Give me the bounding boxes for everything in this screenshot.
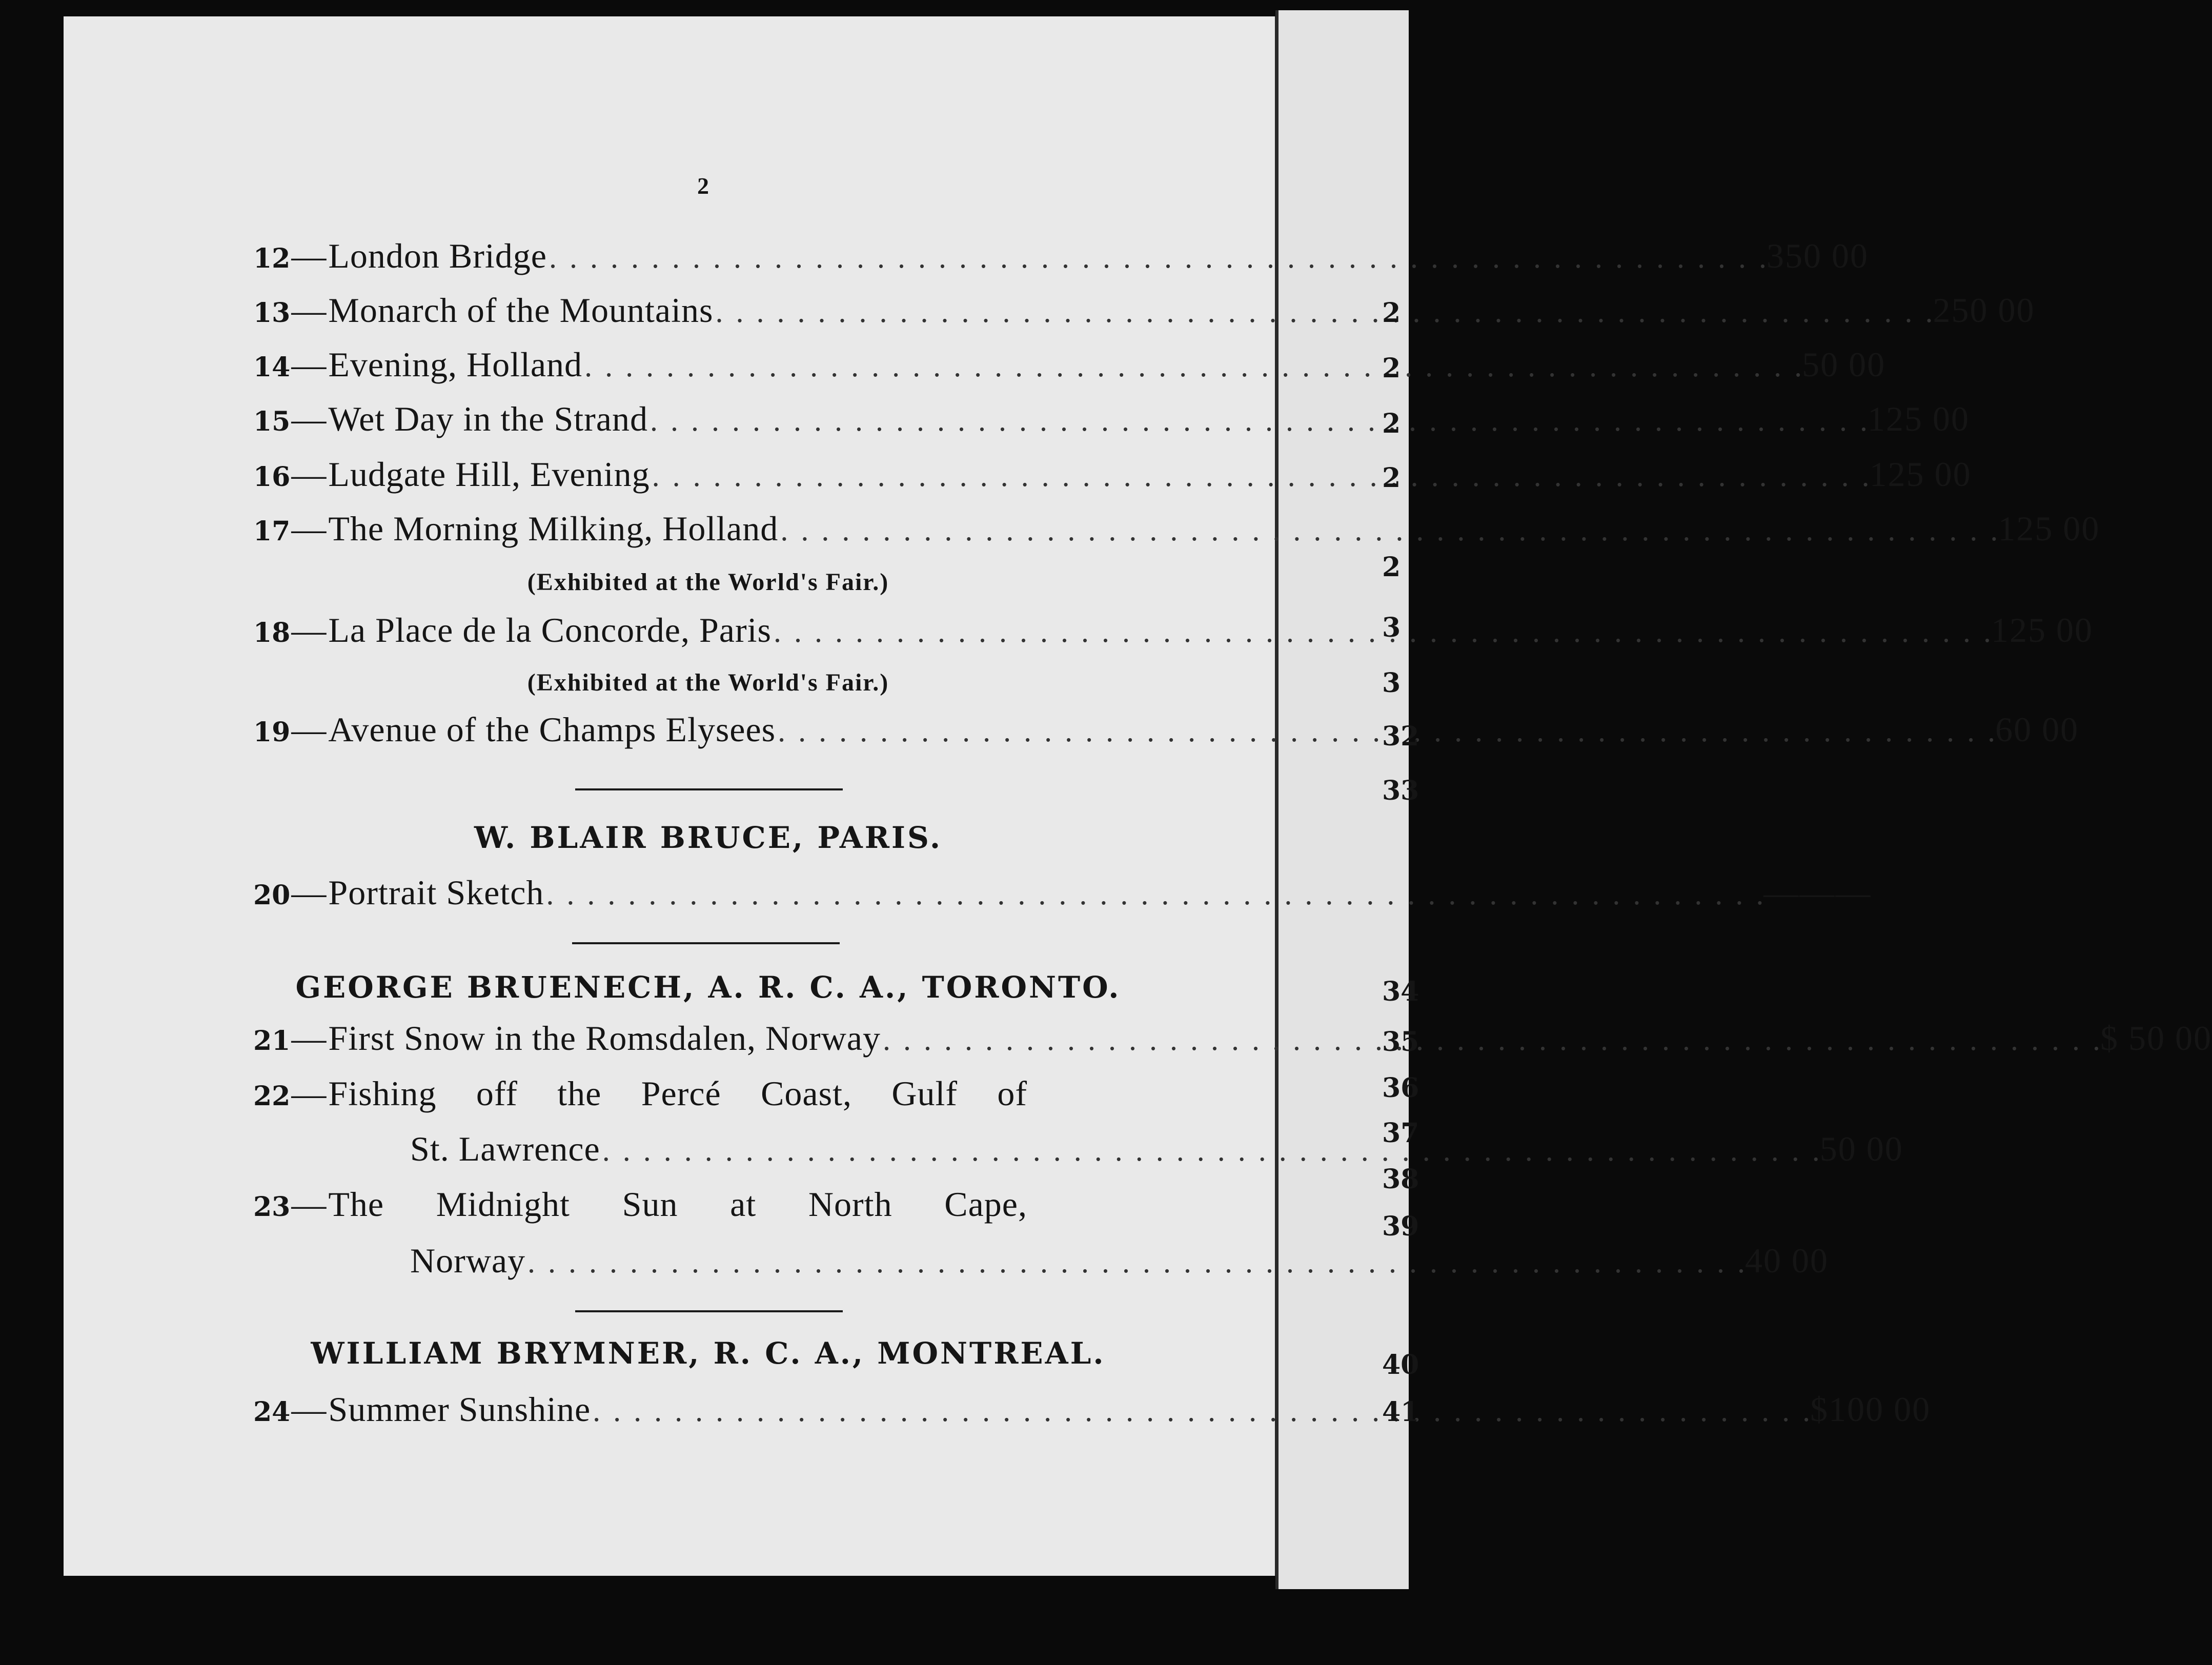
entry-number: 23: [253, 1191, 291, 1223]
catalogue-entry: 13 — Monarch of the Mountains . . . 250 00: [253, 290, 1163, 336]
right-page-entry-number: 32: [1382, 721, 1419, 752]
right-page-entry-number: 41: [1382, 1396, 1419, 1428]
catalogue-entry: 16 — Ludgate Hill, Evening . . . 125 00: [253, 454, 1163, 500]
entry-number: 15: [253, 406, 291, 437]
entry-number: 24: [253, 1396, 291, 1428]
entry-title: Monarch of the Mountains: [328, 291, 714, 330]
entry-price: 350 00: [1767, 236, 1869, 275]
entry-title: Avenue of the Champs Elysees: [328, 710, 776, 749]
right-page-entry-number: 2: [1382, 408, 1401, 439]
right-page-entry-number: 2: [1382, 552, 1401, 583]
right-page-entry-number: 2: [1382, 353, 1401, 384]
section-rule: [575, 788, 843, 790]
catalogue-entry: 24 — Summer Sunshine . . . $100 00: [253, 1389, 1163, 1435]
right-page-entry-number: 2: [1382, 462, 1401, 494]
entry-title-line-2: St. Lawrence: [410, 1129, 600, 1168]
entry-price: 50 00: [1802, 345, 1886, 384]
entry-number: 12: [253, 243, 291, 274]
entry-title: Wet Day in the Strand: [328, 399, 648, 438]
right-page-entry-number: 34: [1382, 976, 1419, 1007]
catalogue-entry: 23 — The Midnight Sun at North Cape,: [253, 1185, 1027, 1224]
right-page-entry-number: 35: [1382, 1026, 1419, 1058]
right-page-entry-number: 39: [1382, 1211, 1419, 1242]
entry-title-line-1: The Midnight Sun at North Cape,: [328, 1185, 1027, 1224]
catalogue-entry: 14 — Evening, Holland . . . 50 00: [253, 344, 1163, 391]
entry-number: 22: [253, 1081, 291, 1112]
right-page-entry-number: 2: [1382, 297, 1401, 329]
entry-number: 18: [253, 617, 291, 648]
section-rule: [575, 1310, 843, 1312]
right-page-entry-number: 40: [1382, 1349, 1419, 1380]
catalogue-entry: 12 — London Bridge . . . 350 00: [253, 236, 1163, 282]
entry-price: $100 00: [1810, 1390, 1931, 1429]
catalogue-entry-continued: [410, 1241, 1829, 1287]
entry-number: 13: [253, 297, 291, 329]
entry-title: London Bridge: [328, 236, 547, 275]
entry-price: 125 00: [1867, 399, 1970, 438]
right-page-entry-number: 3: [1382, 667, 1401, 699]
entry-price: 60 00: [1995, 710, 2079, 749]
catalogue-entry: 21 — First Snow in the Romsdalen, Norway . . . $ 50 00: [253, 1018, 1163, 1064]
entry-number: 17: [253, 516, 291, 547]
exhibition-note: (Exhibited at the World's Fair.): [527, 669, 889, 696]
entry-title: La Place de la Concorde, Paris: [328, 611, 772, 649]
catalogue-entry: 17 — The Morning Milking, Holland . . . 125 00: [253, 509, 1163, 555]
entry-price: 125 00: [1998, 509, 2100, 548]
entry-title: First Snow in the Romsdalen, Norway: [328, 1019, 881, 1058]
right-page-entry-number: 36: [1382, 1072, 1419, 1104]
artist-heading: W. BLAIR BRUCE, PARIS.: [474, 820, 943, 855]
entry-number: 19: [253, 717, 291, 748]
entry-title: Portrait Sketch: [328, 873, 544, 912]
entry-number: 21: [253, 1025, 291, 1057]
entry-price: ———: [1763, 873, 1872, 912]
entry-price: 125 00: [1869, 455, 1972, 494]
right-page-entry-number: 33: [1382, 775, 1419, 806]
exhibition-note: (Exhibited at the World's Fair.): [527, 568, 889, 596]
entry-price: 50 00: [1819, 1129, 1903, 1168]
entry-title: Summer Sunshine: [328, 1390, 591, 1429]
artist-heading: WILLIAM BRYMNER, R. C. A., MONTREAL.: [311, 1336, 1106, 1371]
section-rule: [572, 942, 840, 944]
catalogue-entry: 22 — Fishing off the Percé Coast, Gulf of: [253, 1074, 1027, 1113]
entry-price: $ 50 00: [2100, 1019, 2212, 1058]
page-number: 2: [697, 173, 709, 199]
entry-number: 14: [253, 352, 291, 383]
entry-number: 20: [253, 880, 291, 911]
entry-title: Evening, Holland: [328, 345, 583, 384]
right-page-entry-number: 37: [1382, 1118, 1419, 1149]
right-page-entry-number: 38: [1382, 1164, 1419, 1195]
entry-price: 250 00: [1933, 291, 2035, 330]
catalogue-entry: 20 — Portrait Sketch . . . ———: [253, 872, 1163, 919]
artist-heading: GEORGE BRUENECH, A. R. C. A., TORONTO.: [295, 970, 1121, 1005]
entry-title: The Morning Milking, Holland: [328, 509, 779, 548]
catalogue-entry: 18 — La Place de la Concorde, Paris . . . 125 00: [253, 610, 1163, 656]
catalogue-entry: 15 — Wet Day in the Strand . . . 125 00: [253, 399, 1163, 445]
entry-title-line-1: Fishing off the Percé Coast, Gulf of: [328, 1074, 1027, 1113]
catalogue-entry: 19 — Avenue of the Champs Elysees . . . 60 00: [253, 709, 1163, 756]
entry-price: 125 00: [1991, 611, 2093, 649]
entry-number: 16: [253, 461, 291, 493]
entry-title: Ludgate Hill, Evening: [328, 455, 650, 494]
right-page-entry-number: 3: [1382, 612, 1401, 643]
entry-price: 40 00: [1745, 1241, 1829, 1280]
entry-title-line-2: Norway: [410, 1241, 526, 1280]
